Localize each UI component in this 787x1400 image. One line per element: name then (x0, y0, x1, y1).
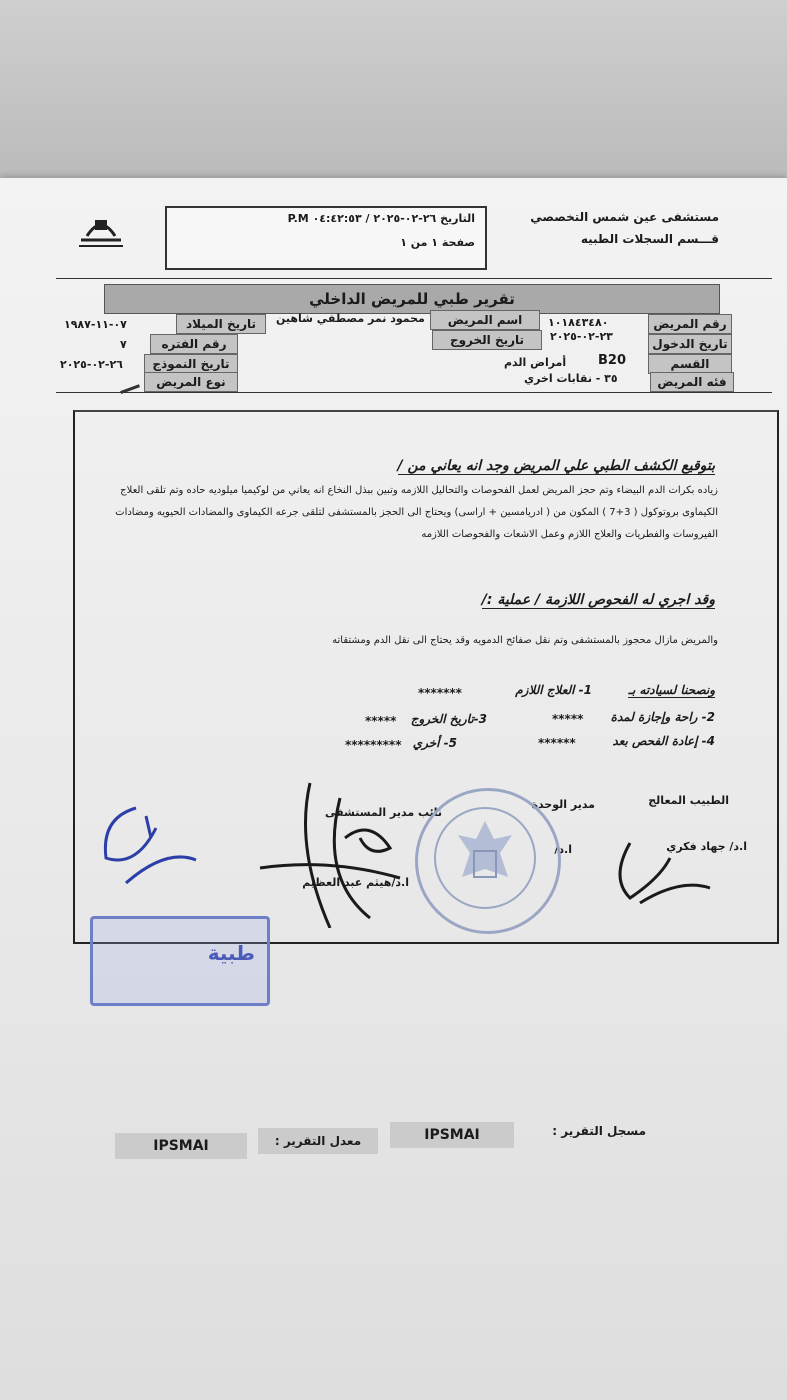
doctor-name: ا.د/ جهاد فكري (666, 840, 747, 853)
doctor-title: الطبيب المعالج (648, 794, 729, 807)
advice-item-2: 2- راحة وإجازة لمدة (610, 710, 715, 724)
deputy-director-name: ا.د/هيثم عبد العظيم (302, 876, 409, 889)
dept-name: أمراض الدم (504, 356, 567, 369)
finding-heading (398, 458, 715, 474)
report-date: التاريخ ٢٦-٠٢-٢٠٢٥ / ٠٤:٤٢:٥٣ P.M (287, 212, 475, 225)
type-checkmark (116, 373, 140, 394)
signature-deputy (250, 778, 410, 928)
report-title: تقرير طبي للمريض الداخلي (104, 284, 720, 314)
advice-intro (628, 683, 715, 697)
department-name: قـــسم السجلات الطبيه (580, 232, 719, 246)
official-seal (415, 788, 561, 934)
signature-left (96, 798, 206, 888)
unit-director-name: ا.د/ (554, 843, 572, 856)
deputy-director-title: نائب مدير المستشفى (324, 806, 442, 819)
status-paragraph: والمريض مازال محجوز بالمستشفى وتم نقل صفائح الدمويه وقد يحتاج الى نقل الدم ومشتقاته (332, 635, 718, 646)
form-date: ٢٦-٠٢-٢٠٢٥ (60, 358, 123, 371)
period-number: ٧ (120, 338, 127, 351)
page-number: صفحة ١ من ١ (400, 236, 475, 249)
advice-stars-5: ********* (345, 738, 402, 752)
finding-heading-text: بتوقيع الكشف الطبي علي المريض وجد انه يعاني من / (397, 458, 715, 474)
patient-name: محمود نمر مصطفي شاهين (276, 312, 425, 325)
advice-item-1: 1- العلاج اللازم (515, 683, 592, 697)
unit-director-title: مدير الوحدة (531, 798, 595, 811)
advice-item-4: 4- إعادة الفحص بعد (612, 734, 715, 748)
form-date-label: تاريخ النموذج (144, 354, 238, 374)
discharge-label: تاريخ الخروج (432, 330, 542, 350)
dept-code: B20 (598, 353, 626, 368)
procedures-heading (482, 592, 715, 608)
advice-intro-text: ونصحنا لسيادته بـ (628, 683, 715, 697)
advice-stars-3: ***** (365, 714, 397, 728)
header-rule (56, 278, 772, 279)
date-box (165, 206, 487, 270)
admission-label: تاريخ الدخول (648, 334, 732, 354)
patient-no: ١٠١٨٤٣٤٨٠ (548, 316, 609, 329)
hospital-header (530, 206, 719, 250)
stamp-text: طبية (207, 941, 255, 965)
recorder-value: IPSMAI (390, 1122, 514, 1148)
admission-date: ٢٣-٠٢-٢٠٢٥ (550, 330, 613, 343)
finding-paragraph: زياده بكرات الدم البيضاء وتم حجز المريض لعمل الفحوصات والتحاليل اللازمه وتبين ببذل النخاع انه يعاني من لوكيميا ميلوديه حاده وتم تلقى العلاج الكيماوى بروتوكول ( 3+7 ) المكون من ( ادريامسين + اراسى) ويحتاج الى الحجز بالمستشفى لتلقى جرعه الكيماوى والمضادات الحيويه ومضادات الفيروسات والفطريات والعلاج اللازم وعمل الاشعات والفحوصات اللازمه (115, 485, 718, 540)
advice-item-5: 5- أخري (412, 736, 457, 750)
birth-date: ٠٧-١١-١٩٨٧ (64, 318, 127, 331)
editor-value: IPSMAI (115, 1133, 247, 1159)
type-label: نوع المريض (144, 372, 238, 392)
records-stamp (90, 916, 270, 1006)
hospital-name: مستشفى عين شمس التخصصي (530, 210, 719, 224)
editor-label: معدل التقرير : (258, 1128, 378, 1154)
patient-category: ٣٥ - نقابات اخري (524, 372, 618, 385)
report-paper (0, 178, 787, 1400)
advice-stars-1: ******* (418, 686, 462, 700)
eagle-emblem-icon (418, 791, 552, 925)
birth-label: تاريخ الميلاد (176, 314, 266, 334)
hospital-logo (75, 210, 127, 248)
procedures-heading-text: وقد اجري له الفحوص اللازمة / عملية :/ (481, 592, 715, 608)
advice-item-3: 3-تاريخ الخروج (410, 712, 487, 726)
advice-stars-4: ****** (538, 736, 576, 750)
signature-doctor (600, 838, 720, 908)
period-label: رقم الفتره (150, 334, 238, 354)
patient-no-label: رقم المريض (648, 314, 732, 334)
advice-stars-2: ***** (552, 712, 584, 726)
dept-label: القسم (648, 354, 732, 374)
category-label: فئه المريض (650, 372, 734, 392)
recorder-label: مسجل التقرير : (552, 1124, 646, 1138)
patient-name-label: اسم المريض (430, 310, 540, 330)
info-rule (56, 392, 772, 393)
